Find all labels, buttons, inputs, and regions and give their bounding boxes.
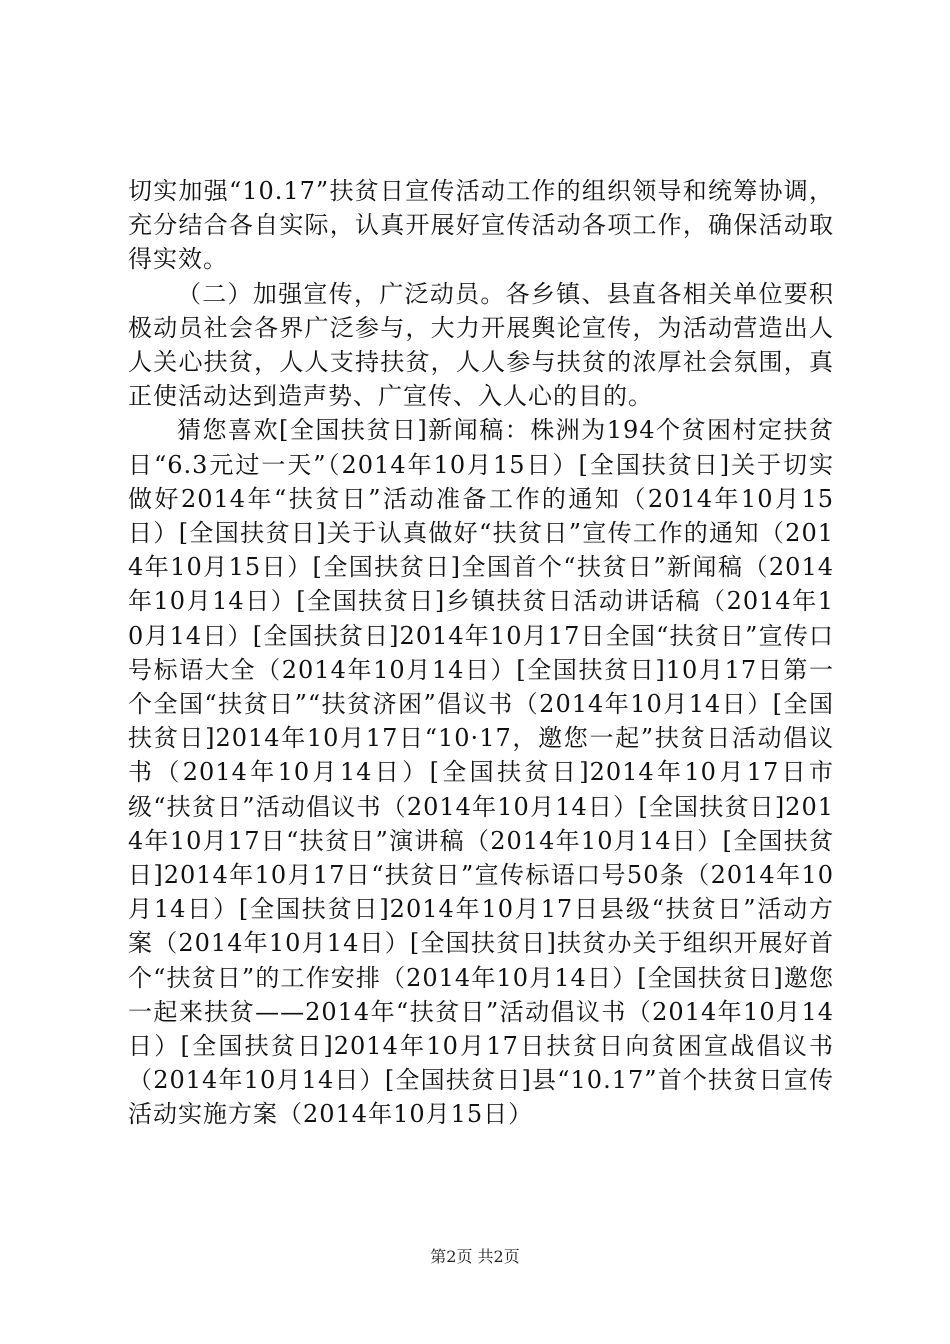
- paragraph-continuation: 切实加强“10.17”扶贫日宣传活动工作的组织领导和统筹协调，充分结合各自实际，认真开展好宣传活动各项工作，确保活动取得实效。: [128, 177, 834, 274]
- document-body: [128, 174, 834, 1132]
- paragraph-related-articles: 猜您喜欢[全国扶贫日]新闻稿：株洲为194个贫困村定扶贫日“6.3元过一天”（2014年10月15日）[全国扶贫日]关于切实做好2014年“扶贫日”活动准备工作的通知（2014年10月15日）[全国扶贫日]关于认真做好“扶贫日”宣传工作的通知（2014年10月15日）[全国扶贫日]全国首个“扶贫日”新闻稿（2014年10月14日）[全国扶贫日]乡镇扶贫日活动讲话稿（2014年10月14日）[全国扶贫日]2014年10月17日全国“扶贫日”宣传口号标语大全（2014年10月14日）[全国扶贫日]10月17日第一个全国“扶贫日”“扶贫济困”倡议书（2014年10月14日）[全国扶贫日]2014年10月17日“10·17，邀您一起”扶贫日活动倡议书（2014年10月14日）[全国扶贫日]2014年10月17日市级“扶贫日”活动倡议书（2014年10月14日）[全国扶贫日]2014年10月17日“扶贫日”演讲稿（2014年10月14日）[全国扶贫日]2014年10月17日“扶贫日”宣传标语口号50条（2014年10月14日）[全国扶贫日]2014年10月17日县级“扶贫日”活动方案（2014年10月14日）[全国扶贫日]扶贫办关于组织开展好首个“扶贫日”的工作安排（2014年10月14日）[全国扶贫日]邀您一起来扶贫——2014年“扶贫日”活动倡议书（2014年10月14日）[全国扶贫日]2014年10月17日扶贫日向贫困宣战倡议书（2014年10月14日）[全国扶贫日]县“10.17”首个扶贫日宣传活动实施方案（2014年10月15日）: [128, 416, 834, 1129]
- page-footer: 第2页 共2页: [430, 1247, 520, 1266]
- paragraph-publicity: （二）加强宣传，广泛动员。各乡镇、县直各相关单位要积极动员社会各界广泛参与，大力开展舆论宣传，为活动营造出人人关心扶贫，人人支持扶贫，人人参与扶贫的浓厚社会氛围，真正使活动达到造声势、广宣传、入人心的目的。: [128, 279, 834, 411]
